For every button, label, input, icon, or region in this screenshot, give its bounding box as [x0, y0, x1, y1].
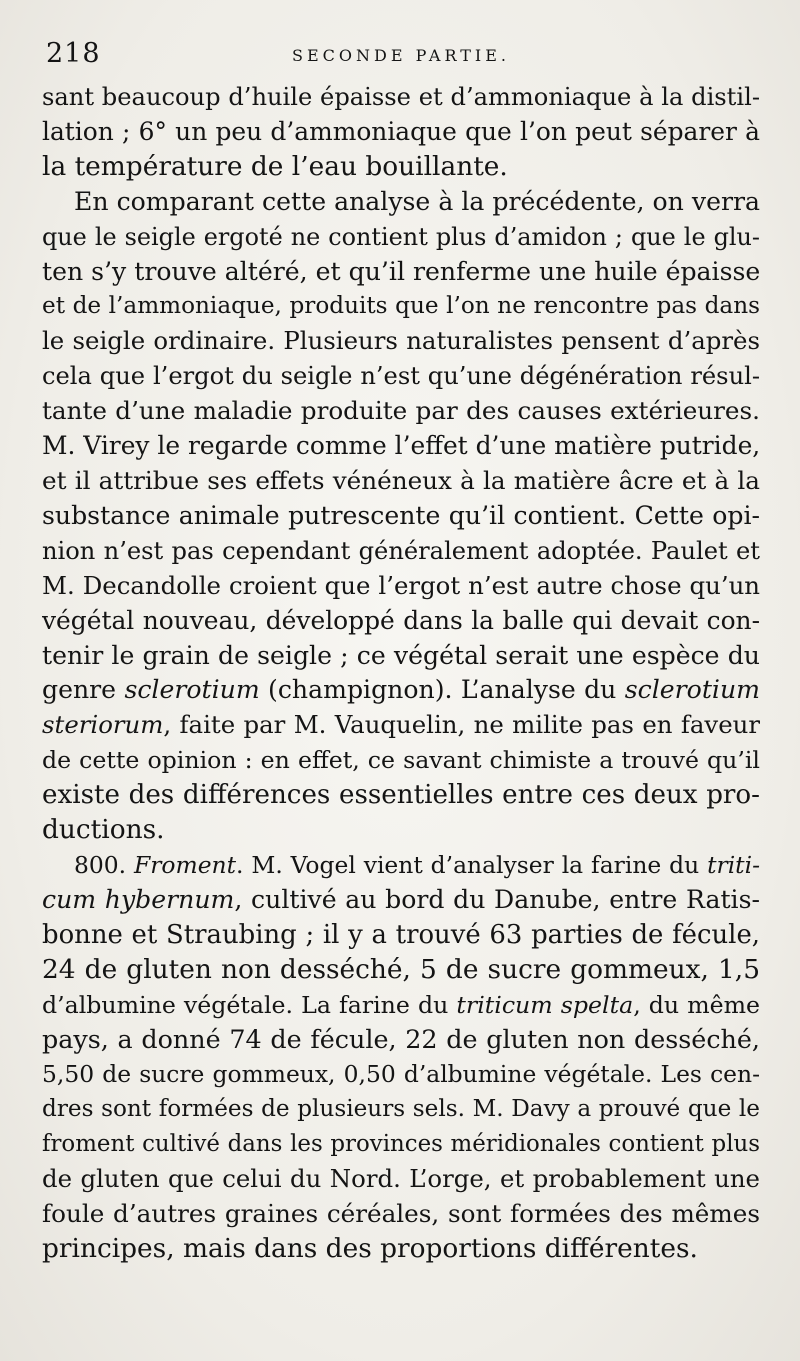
text-line: foule d’autres graines céréales, sont formées des mêmes [42, 1199, 760, 1228]
text-line: lation ; 6° un peu d’ammoniaque que l’on peut séparer à [42, 116, 760, 146]
text-line: ten s’y trouve altéré, et qu’il renferme une huile épaisse [42, 256, 760, 286]
text-line: nion n’est pas cependant généralement adoptée. Paulet et [42, 536, 760, 565]
text-line: cela que l’ergot du seigle n’est qu’une dégénération résul- [42, 362, 760, 391]
page-header [42, 38, 760, 78]
text-line: de gluten que celui du Nord. L’orge, et probablement une [42, 1164, 760, 1194]
text-line: M. Virey le regarde comme l’effet d’une matière putride, [42, 431, 760, 461]
text-line: M. Decandolle croient que l’ergot n’est autre chose qu’un [42, 570, 760, 600]
text-line: principes, mais dans des proportions différentes. [42, 1232, 698, 1264]
text-line: de cette opinion : en effet, ce savant chimiste a trouvé qu’il [42, 746, 760, 775]
text-line: dres sont formées de plusieurs sels. M. Davy a prouvé que le [42, 1096, 760, 1123]
text-line: cum hybernum, cultivé au bord du Danube, entre Ratis- [42, 884, 760, 914]
text-line: existe des différences essentielles entre ces deux pro- [42, 780, 760, 811]
text-line: et il attribue ses effets vénéneux à la matière âcre et à la [42, 465, 760, 495]
text-line: steriorum, faite par M. Vauquelin, ne milite pas en faveur [42, 710, 760, 740]
text-line: 800. Froment. M. Vogel vient d’analyser la farine du triti- [74, 850, 760, 879]
text-line: que le seigle ergoté ne contient plus d’amidon ; que le glu- [42, 222, 760, 251]
text-line: pays, a donné 74 de fécule, 22 de gluten non desséché, [42, 1024, 760, 1055]
text-line: bonne et Straubing ; il y a trouvé 63 parties de fécule, [42, 919, 760, 950]
text-line: ductions. [42, 814, 165, 846]
text-line: substance animale putrescente qu’il contient. Cette opi- [42, 500, 760, 530]
text-line: 24 de gluten non desséché, 5 de sucre gommeux, 1,5 [42, 953, 760, 985]
text-line: tante d’une maladie produite par des causes extérieures. [42, 396, 760, 426]
running-head: SECONDE PARTIE. [292, 46, 510, 65]
body-text [42, 80, 760, 1267]
text-line: sant beaucoup d’huile épaisse et d’ammoniaque à la distil- [42, 83, 760, 111]
page-number: 218 [46, 38, 101, 69]
text-line: d’albumine végétale. La farine du triticum spelta, du même [42, 990, 760, 1019]
text-line: et de l’ammoniaque, produits que l’on ne rencontre pas dans [42, 293, 760, 320]
text-line: 5,50 de sucre gommeux, 0,50 d’albumine végétale. Les cen- [42, 1060, 760, 1089]
text-line: En comparant cette analyse à la précédente, on verra [74, 186, 760, 216]
text-line: le seigle ordinaire. Plusieurs naturalistes pensent d’après [42, 326, 760, 356]
text-line: genre sclerotium (champignon). L’analyse du sclerotium [42, 675, 760, 705]
text-line: froment cultivé dans les provinces méridionales contient plus [42, 1131, 760, 1158]
text-line: la température de l’eau bouillante. [42, 150, 508, 182]
text-line: végétal nouveau, développé dans la balle qui devait con- [42, 605, 760, 635]
text-line: tenir le grain de seigle ; ce végétal serait une espèce du [42, 640, 760, 670]
